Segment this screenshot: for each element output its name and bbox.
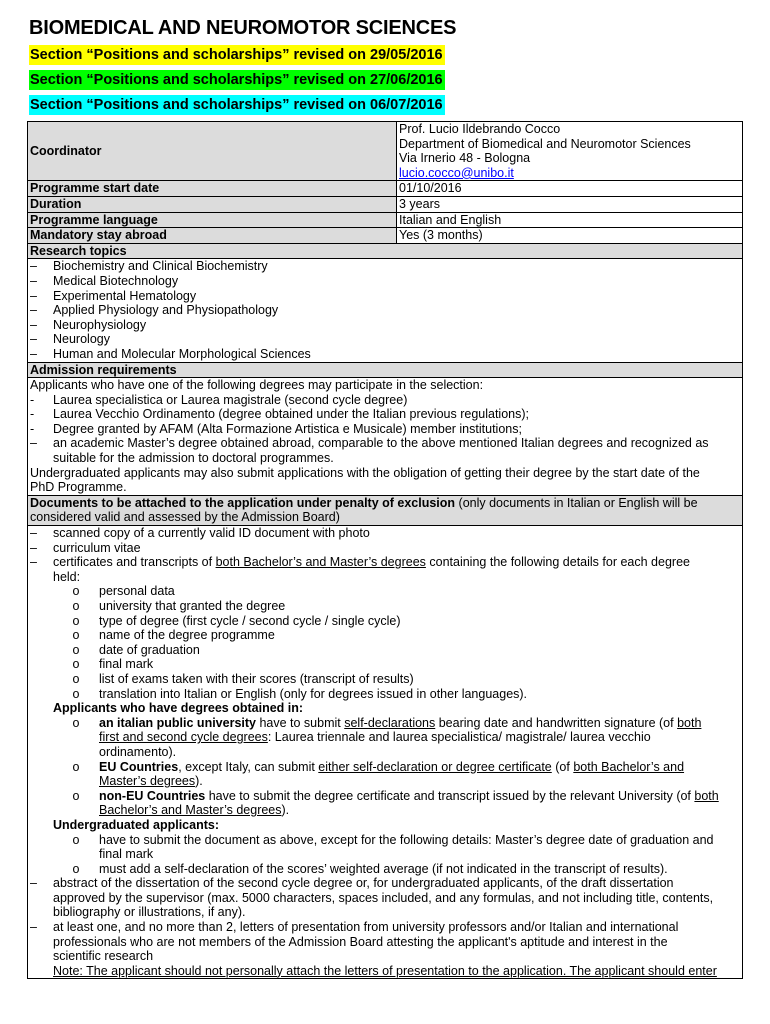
list-item: o university that granted the degree	[72, 599, 286, 613]
undergraduate-note: Undergraduated applicants may also submit applications with the obligation of getting their degree by the start date of the	[30, 465, 700, 480]
letters-note: Note: The applicant should not personally attach the letters of presentation to the application. The applicant should enter	[53, 963, 717, 978]
list-item: – Neurology	[30, 332, 110, 347]
stay-abroad-value: Yes (3 months)	[397, 228, 743, 244]
admission-header-row	[28, 362, 743, 378]
page-title: BIOMEDICAL AND NEUROMOTOR SCIENCES	[29, 17, 457, 39]
coordinator-row	[28, 122, 743, 181]
research-topics-list	[28, 259, 743, 362]
list-item: o have to submit the document as above, except for the following details: Master’s degree date of graduation and	[72, 832, 714, 847]
list-item: o an italian public university have to submit self-declarations bearing date and handwritten signature (of both	[72, 715, 702, 730]
list-item: o type of degree (first cycle / second cycle / single cycle)	[72, 613, 401, 628]
research-topics-header-row	[28, 243, 743, 259]
list-item: o list of exams taken with their scores (transcript of results)	[72, 671, 414, 686]
duration-value: 3 years	[397, 196, 743, 212]
admission-requirements-body	[28, 378, 743, 496]
duration-label: Duration	[28, 196, 397, 212]
list-item: o final mark	[72, 657, 154, 672]
list-item: – curriculum vitae	[30, 540, 141, 555]
list-item: – Neurophysiology	[30, 317, 147, 332]
list-item: – Biochemistry and Clinical Biochemistry	[30, 259, 268, 274]
language-value: Italian and English	[397, 212, 743, 228]
list-item: – Applied Physiology and Physiopathology	[30, 303, 279, 318]
list-item: o personal data	[72, 584, 175, 599]
coordinator-name: Prof. Lucio Ildebrando Cocco	[399, 122, 561, 136]
coordinator-email-link[interactable]: lucio.cocco@unibo.it	[399, 165, 514, 180]
documents-body: – scanned copy of a currently valid ID document with photo – curriculum vitae – certificates and transcripts of both Bachelor’s and Master’s degrees containing the following details for each degree held: o personal data o university that granted the degree o type of degree (first cycle / second cycle / single cycle) o name of the degree programme o date of graduation o final mark o list of exams taken with their scores (transcript of results) o translation into Italian or English (only for degrees issued in other languages). Applicants who have degrees obtained in: o an italian public university have to submit self-declarations bearing date and handwritten signature (of both first and second cycle degrees: Laurea triennale and laurea specialistica/ magistrale/ laurea vecchio ordinamento). o EU Countries, except Italy, can submit either self-declaration or degree certificate (of both Bachelor’s and Master’s degrees). o non-EU Countries have to submit the degree certificate and transcript issued by the relevant University (of both Bachelor’s and Master’s degrees). Undergraduated applicants: o have to submit the document as above, except for the following details: Master’s degree date of graduation and final mark o must add a self-declaration of the scores’ weighted average (if not indicated in the transcript of results). – abstract of the dissertation of the second cycle degree or, for undergraduated applicants, of the draft dissertation approved by the supervisor (max. 5000 characters, spaces included, and any formulas, and not including title, contents, bibliography or illustrations, if any). – at least one, and no more than 2, letters of presentation from university professors and/or Italian and international professionals who are not members of the Admission Board attesting the applicant's aptitude and interest in the scientific research Note: The applicant should not personally attach the letters of presentation to the application. The applicant should enter	[28, 526, 743, 979]
revision-notice-1: Section “Positions and scholarships” revised on 29/05/2016	[30, 47, 443, 63]
list-item: – abstract of the dissertation of the second cycle degree or, for undergraduated applicants, of the draft dissertation	[30, 876, 674, 891]
list-item: – scanned copy of a currently valid ID document with photo	[30, 526, 370, 541]
list-item: o date of graduation	[72, 642, 200, 657]
list-item: o name of the degree programme	[72, 628, 275, 643]
undergraduated-heading: Undergraduated applicants:	[53, 817, 219, 832]
undergraduate-note-continuation: PhD Programme.	[30, 480, 127, 495]
coordinator-details	[397, 122, 743, 181]
list-item: - Degree granted by AFAM (Alta Formazione Artistica e Musicale) member institutions;	[30, 421, 522, 436]
admission-row	[28, 378, 743, 496]
documents-heading: Documents to be attached to the application under penalty of exclusion (only documents in Italian or English will be considered valid and assessed by the Admission Board)	[28, 495, 743, 525]
list-item: - Laurea Vecchio Ordinamento (degree obtained under the Italian previous regulations);	[30, 407, 530, 422]
info-row-language	[28, 212, 743, 228]
coordinator-department: Department of Biomedical and Neuromotor Sciences	[399, 136, 691, 151]
coordinator-label: Coordinator	[28, 122, 397, 181]
info-row-start-date	[28, 181, 743, 197]
research-topics-row	[28, 259, 743, 362]
admission-intro: Applicants who have one of the following degrees may participate in the selection:	[30, 378, 484, 393]
documents-row	[28, 526, 743, 979]
start-date-label: Programme start date	[28, 181, 397, 197]
stay-abroad-label: Mandatory stay abroad	[28, 228, 397, 244]
language-label: Programme language	[28, 212, 397, 228]
list-item: – at least one, and no more than 2, letters of presentation from university professors and/or Italian and international	[30, 920, 679, 935]
coordinator-address: Via Irnerio 48 - Bologna	[399, 151, 531, 166]
documents-header-row	[28, 495, 743, 525]
list-item: o translation into Italian or English (only for degrees issued in other languages).	[72, 686, 528, 701]
info-row-stay-abroad	[28, 228, 743, 244]
obtained-in-heading: Applicants who have degrees obtained in:	[53, 701, 304, 716]
list-item: – Experimental Hematology	[30, 288, 197, 303]
list-item: – Human and Molecular Morphological Sciences	[30, 346, 311, 361]
admission-requirements-heading: Admission requirements	[28, 362, 743, 378]
list-item: o must add a self-declaration of the scores’ weighted average (if not indicated in the transcript of results).	[72, 861, 668, 876]
revision-notice-2: Section “Positions and scholarships” revised on 27/06/2016	[30, 72, 443, 88]
list-item: – an academic Master’s degree obtained abroad, comparable to the above mentioned Italian degrees and recognized as	[30, 436, 709, 451]
research-topics-heading: Research topics	[28, 243, 743, 259]
info-row-duration	[28, 196, 743, 212]
programme-table	[27, 121, 743, 979]
list-item-continuation: suitable for the admission to doctoral programmes.	[53, 451, 334, 466]
start-date-value: 01/10/2016	[397, 181, 743, 197]
revision-notice-3: Section “Positions and scholarships” revised on 06/07/2016	[30, 97, 443, 113]
list-item: o non-EU Countries have to submit the degree certificate and transcript issued by the relevant University (of both	[72, 788, 719, 803]
list-item: o EU Countries, except Italy, can submit either self-declaration or degree certificate (of both Bachelor’s and	[72, 759, 685, 774]
list-item: – Medical Biotechnology	[30, 273, 179, 288]
list-item: - Laurea specialistica or Laurea magistrale (second cycle degree)	[30, 392, 408, 407]
list-item: – certificates and transcripts of both Bachelor’s and Master’s degrees containing the following details for each degree	[30, 555, 690, 570]
